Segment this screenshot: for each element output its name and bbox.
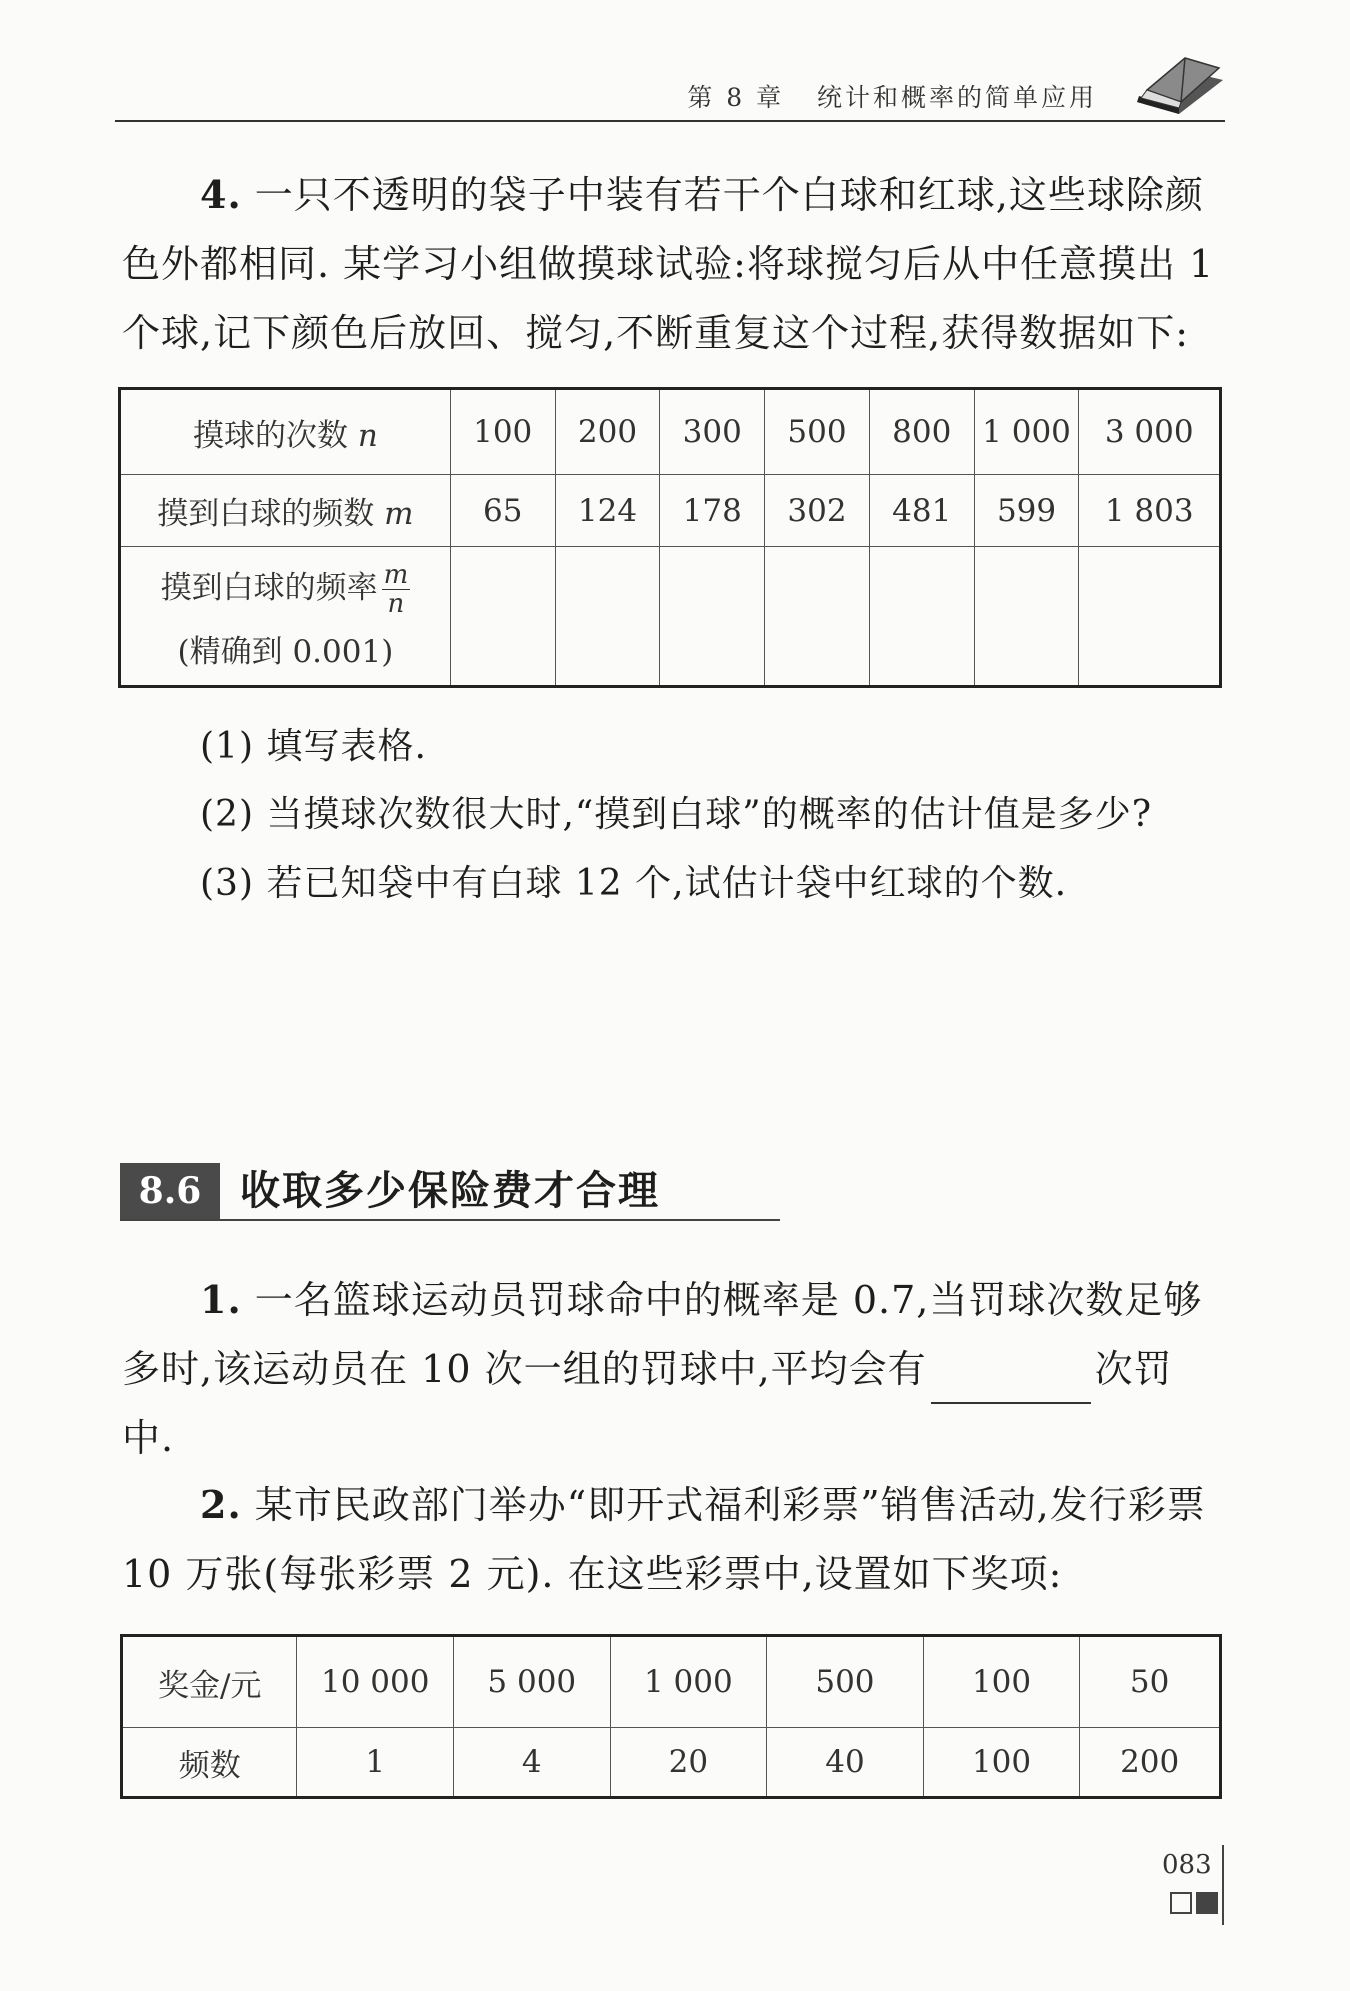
table-cell: 4 — [454, 1728, 611, 1798]
problem-4-text — [122, 160, 1222, 368]
table-cell: 5 000 — [454, 1636, 611, 1728]
table-cell: 302 — [765, 475, 870, 547]
table-cell: 500 — [767, 1636, 924, 1728]
table-cell: 100 — [923, 1728, 1080, 1798]
header-text — [687, 78, 1097, 114]
square-filled-icon — [1196, 1892, 1218, 1914]
fraction-denominator: n — [387, 589, 405, 619]
book-icon — [1133, 50, 1225, 116]
empty-cell — [765, 547, 870, 687]
precision-note: (精确到 0.001) — [177, 634, 394, 670]
s-problem-2-text — [122, 1470, 1222, 1609]
table-cell: 50 — [1080, 1636, 1221, 1728]
s-problem-2-body: 某市民政部门举办“即开式福利彩票”销售活动,发行彩票 10 万张(每张彩票 2 元). 在这些彩票中,设置如下奖项: — [122, 1483, 1206, 1596]
table-cell: 300 — [660, 389, 765, 475]
s-problem-1-text — [122, 1265, 1222, 1473]
table-row — [122, 1728, 1221, 1798]
question-2: (2) 当摸球次数很大时,“摸到白球”的概率的估计值是多少? — [200, 794, 1152, 835]
page-number: 083 — [1162, 1850, 1212, 1880]
table-cell: 20 — [610, 1728, 767, 1798]
s-problem-1-tail: 次罚中. — [122, 1347, 1173, 1460]
empty-cell — [450, 547, 555, 687]
answer-blank[interactable] — [931, 1362, 1091, 1404]
section-title: 收取多少保险费才合理 — [240, 1167, 660, 1214]
table-cell: 1 000 — [610, 1636, 767, 1728]
question-3: (3) 若已知袋中有白球 12 个,试估计袋中红球的个数. — [200, 863, 1068, 904]
row-label: 摸到白球的频数 — [157, 496, 375, 532]
table-cell: 500 — [765, 389, 870, 475]
square-outline-icon — [1170, 1892, 1192, 1914]
row-var: m — [384, 496, 414, 532]
section-underline — [120, 1219, 780, 1221]
table-row — [122, 1636, 1221, 1728]
row-var: n — [357, 417, 378, 454]
table-cell: 200 — [555, 389, 660, 475]
chapter-number: 第 8 章 — [687, 83, 785, 112]
table-cell: 1 803 — [1079, 475, 1221, 547]
table-cell: 1 000 — [974, 389, 1079, 475]
problem-4-number: 4. — [200, 172, 242, 217]
table-cell: 599 — [974, 475, 1079, 547]
fraction-numerator: m — [383, 560, 409, 590]
table-cell: 800 — [869, 389, 974, 475]
row-label: 摸到白球的频率 — [160, 570, 378, 606]
table-cell: 10 000 — [297, 1636, 454, 1728]
table-cell: 481 — [869, 475, 974, 547]
s-problem-1-number: 1. — [200, 1277, 242, 1322]
row-header — [120, 389, 451, 475]
table-cell: 100 — [923, 1636, 1080, 1728]
chapter-title: 统计和概率的简单应用 — [816, 83, 1097, 112]
empty-cell — [1079, 547, 1221, 687]
s-problem-2-number: 2. — [200, 1482, 242, 1527]
prize-table — [120, 1634, 1222, 1799]
table-cell: 65 — [450, 475, 555, 547]
row-label: 摸球的次数 — [192, 417, 348, 454]
table-row — [120, 475, 1221, 547]
table-cell: 200 — [1080, 1728, 1221, 1798]
row-header — [120, 547, 451, 687]
problem-4-body: 一只不透明的袋子中装有若干个白球和红球,这些球除颜色外都相同. 某学习小组做摸球试验:将球搅匀后从中任意摸出 1 个球,记下颜色后放回、搅匀,不断重复这个过程,获得数据如下: — [122, 173, 1215, 355]
section-number: 8.6 — [120, 1163, 220, 1219]
s-problem-1-body: 一名篮球运动员罚球命中的概率是 0.7,当罚球次数足够多时,该运动员在 10 次一组的罚球中,平均会有 — [122, 1278, 1203, 1391]
row-header — [120, 475, 451, 547]
fraction — [382, 561, 411, 618]
table-cell: 100 — [450, 389, 555, 475]
table-row — [120, 389, 1221, 475]
table-cell: 3 000 — [1079, 389, 1221, 475]
table-cell: 178 — [660, 475, 765, 547]
empty-cell — [974, 547, 1079, 687]
empty-cell — [869, 547, 974, 687]
trial-table — [118, 387, 1222, 688]
page-number-rule — [1222, 1845, 1224, 1925]
row-header: 频数 — [122, 1728, 297, 1798]
table-cell: 124 — [555, 475, 660, 547]
question-1: (1) 填写表格. — [200, 726, 427, 767]
table-row — [120, 547, 1221, 687]
page-header — [115, 50, 1225, 122]
row-header: 奖金/元 — [122, 1636, 297, 1728]
empty-cell — [660, 547, 765, 687]
empty-cell — [555, 547, 660, 687]
table-cell: 40 — [767, 1728, 924, 1798]
table-cell: 1 — [297, 1728, 454, 1798]
